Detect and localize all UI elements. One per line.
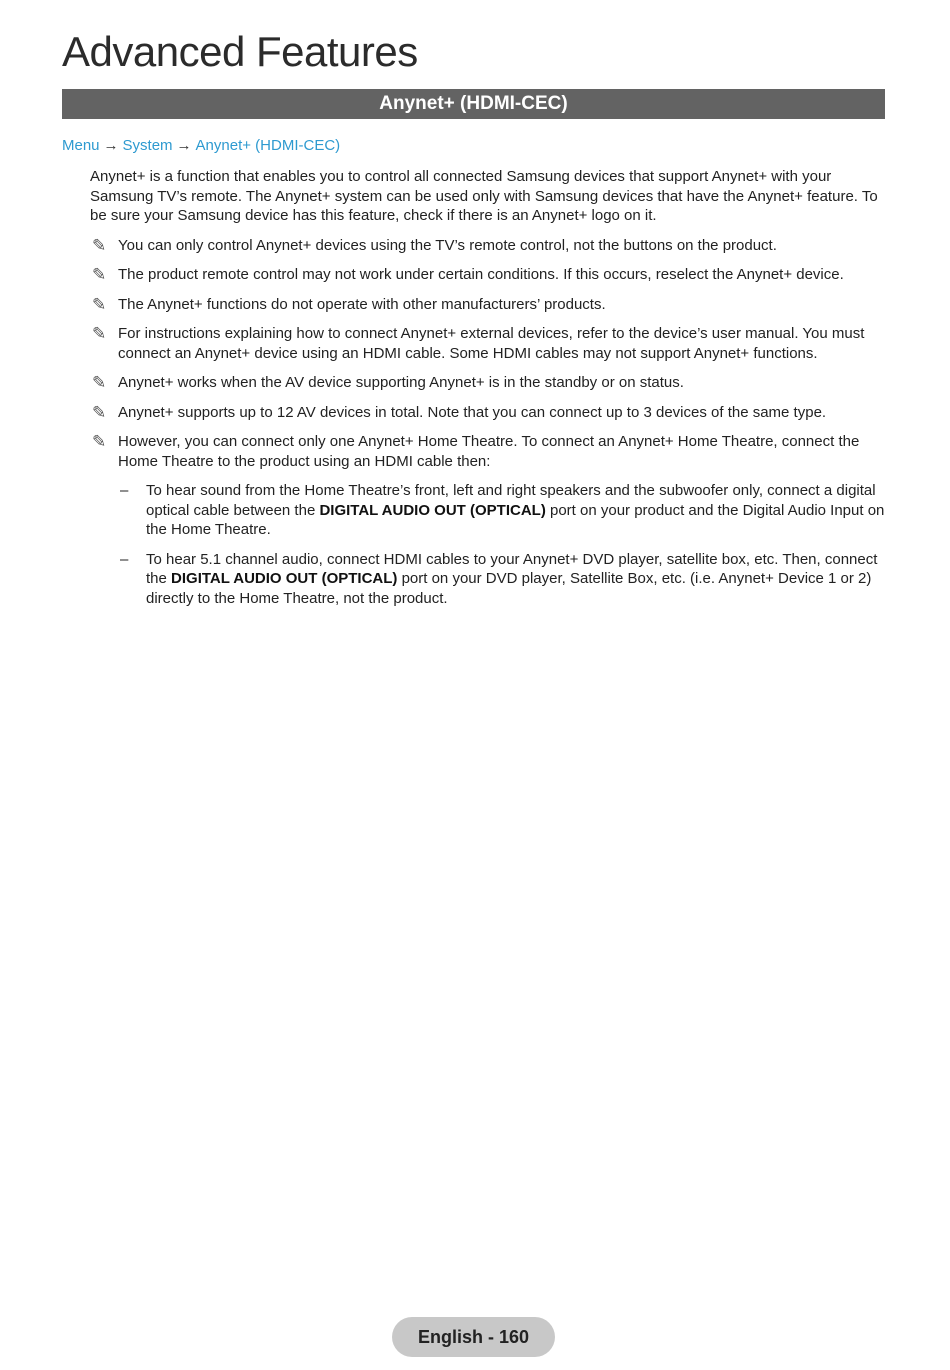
note-text: Anynet+ supports up to 12 AV devices in total. Note that you can connect up to 3 devices of the same type. bbox=[118, 403, 827, 421]
port-name-bold: DIGITAL AUDIO OUT (OPTICAL) bbox=[171, 570, 398, 587]
sub-item-text bbox=[146, 551, 877, 607]
pencil-note-icon: ✎ bbox=[92, 324, 107, 343]
intro-paragraph: Anynet+ is a function that enables you to control all connected Samsung devices that support Anynet+ with your Samsung TV’s remote. The Anynet+ system can be used only with Samsung devices that have the Anynet+ feature. To be sure your Samsung device has this feature, check if there is an Anynet+ logo on it. bbox=[90, 168, 878, 224]
note-text: Anynet+ works when the AV device supporting Anynet+ is in the standby or on status. bbox=[118, 374, 684, 391]
note-item bbox=[90, 265, 890, 285]
breadcrumb-arrow: → bbox=[103, 137, 119, 154]
pencil-note-icon: ✎ bbox=[92, 402, 107, 422]
note-item bbox=[90, 373, 890, 393]
note-item bbox=[90, 324, 890, 363]
sub-list-item bbox=[90, 550, 890, 609]
pencil-note-icon: ✎ bbox=[92, 265, 107, 284]
note-text: The product remote control may not work under certain conditions. If this occurs, reselect the Anynet+ device. bbox=[118, 266, 844, 283]
pencil-note-icon: ✎ bbox=[92, 373, 107, 392]
section-heading: Anynet+ (HDMI-CEC) bbox=[62, 89, 885, 119]
note-text: The Anynet+ functions do not operate with other manufacturers’ products. bbox=[118, 295, 606, 313]
note-item bbox=[90, 432, 890, 471]
note-text: However, you can connect only one Anynet+ Home Theatre. To connect an Anynet+ Home Theatre, connect the Home Theatre to the product using an HDMI cable then: bbox=[118, 433, 860, 470]
note-text: You can only control Anynet+ devices using the TV’s remote control, not the buttons on the product. bbox=[118, 236, 777, 254]
breadcrumb-arrow: → bbox=[176, 137, 192, 154]
note-text: For instructions explaining how to connect Anynet+ external devices, refer to the device’s user manual. You must connect an Anynet+ device using an HDMI cable. Some HDMI cables may not support Anynet+ functions. bbox=[118, 325, 865, 362]
page-number-badge: English - 160 bbox=[392, 1317, 555, 1357]
breadcrumb-system-link[interactable]: System bbox=[122, 137, 173, 154]
sub-item-text-part: To hear 5.1 channel audio, connect HDMI cables to your Anynet+ DVD player, satellite box, etc. Then, connect the bbox=[146, 550, 878, 587]
breadcrumb-anynet-link[interactable]: Anynet+ (HDMI-CEC) bbox=[195, 137, 341, 154]
pencil-note-icon: ✎ bbox=[92, 294, 107, 314]
sub-item-text bbox=[146, 482, 884, 538]
pencil-note-icon: ✎ bbox=[92, 235, 107, 255]
pencil-note-icon: ✎ bbox=[92, 432, 107, 451]
sub-item-text-part: port on your DVD player, Satellite Box, etc. (i.e. Anynet+ Device 1 or 2) directly to the Home Theatre, not the product. bbox=[146, 570, 872, 607]
dash-bullet: – bbox=[120, 550, 129, 568]
main-content bbox=[90, 167, 890, 618]
page-title: Advanced Features bbox=[62, 28, 418, 75]
breadcrumb bbox=[62, 137, 340, 154]
note-item bbox=[90, 236, 890, 256]
note-item bbox=[90, 295, 890, 315]
note-item bbox=[90, 403, 890, 423]
sub-list-item bbox=[90, 481, 890, 540]
sub-item-text-part: port on your product and the Digital Audio Input on the Home Theatre. bbox=[146, 501, 885, 538]
port-name-bold: DIGITAL AUDIO OUT (OPTICAL) bbox=[319, 501, 546, 519]
sub-item-text-part: To hear sound from the Home Theatre’s front, left and right speakers and the subwoofer only, connect a digital optical cable between the bbox=[146, 482, 876, 519]
breadcrumb-menu-link[interactable]: Menu bbox=[62, 137, 100, 154]
dash-bullet: – bbox=[120, 482, 129, 499]
